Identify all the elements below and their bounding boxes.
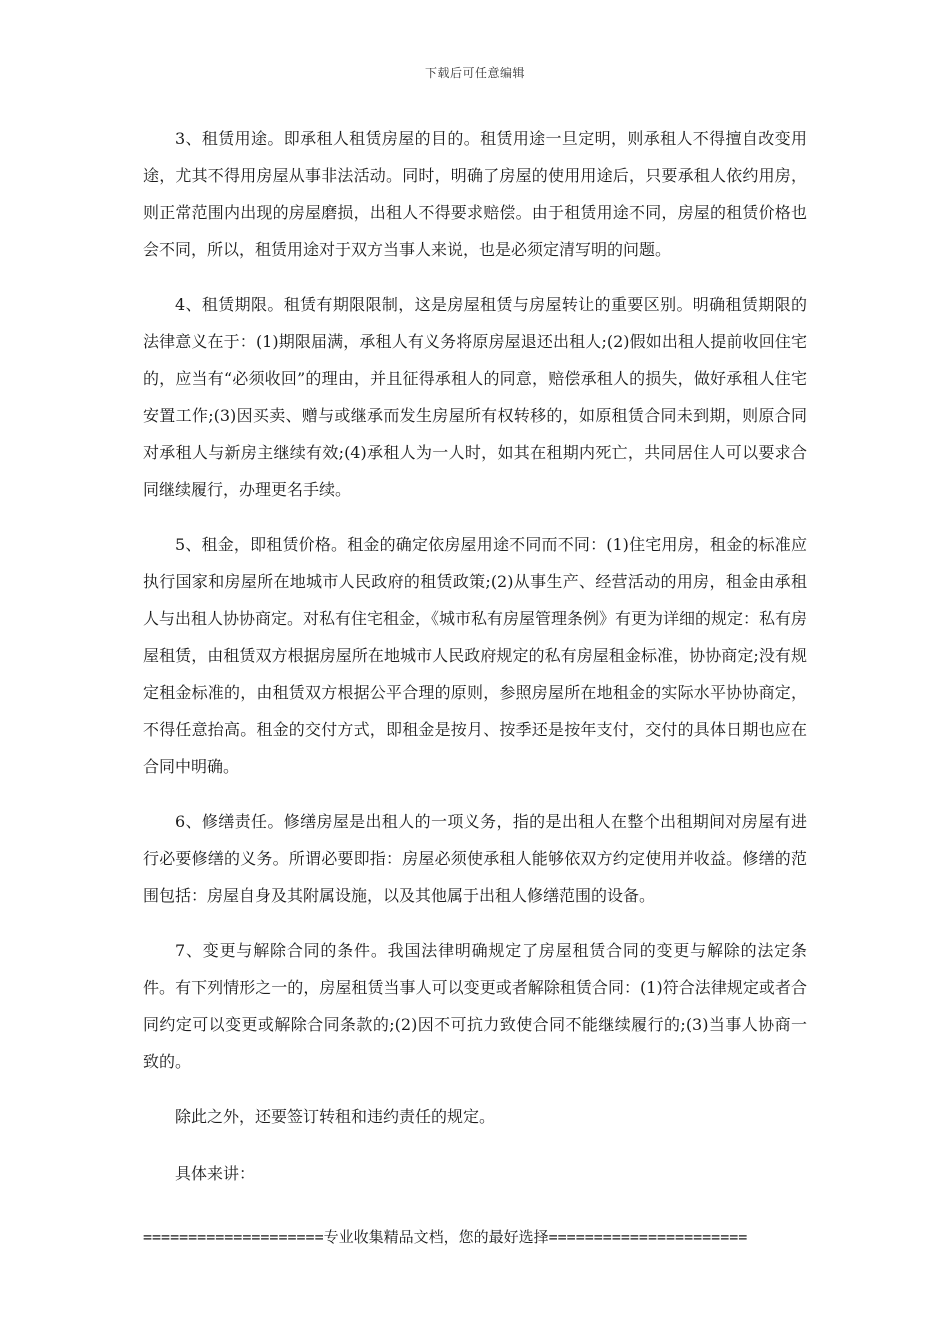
- paragraph-rental-purpose: 3、租赁用途。即承租人租赁房屋的目的。租赁用途一旦定明，则承租人不得擅自改变用途，尤其不得用房屋从事非法活动。同时，明确了房屋的使用用途后，只要承租人依约用房，则正常范围内出现的房屋磨损，出租人不得要求赔偿。由于租赁用途不同，房屋的租赁价格也会不同，所以，租赁用途对于双方当事人来说，也是必须定清写明的问题。: [143, 129, 807, 259]
- paragraph-additional: 除此之外，还要签订转租和违约责任的规定。: [175, 1107, 496, 1126]
- paragraph-rental-term: 4、租赁期限。租赁有期限限制，这是房屋租赁与房屋转让的重要区别。明确租赁期限的法律意义在于：(1)期限届满，承租人有义务将原房屋退还出租人;(2)假如出租人提前收回住宅的，应当有“必须收回”的理由，并且征得承租人的同意，赔偿承租人的损失，做好承租人住宅安置工作;(3)因买卖、赠与或继承而发生房屋所有权转移的，如原租赁合同未到期，则原合同对承租人与新房主继续有效;(4)承租人为一人时，如其在租期内死亡，共同居住人可以要求合同继续履行，办理更名手续。: [143, 295, 807, 499]
- page-header: 下载后可任意编辑: [424, 66, 525, 80]
- paragraph-specifically: 具体来讲：: [175, 1164, 256, 1183]
- paragraph-change-termination: 7、变更与解除合同的条件。我国法律明确规定了房屋租赁合同的变更与解除的法定条件。有下列情形之一的，房屋租赁当事人可以变更或者解除租赁合同：(1)符合法律规定或者合同约定可以变更或解除合同条款的;(2)因不可抗力致使合同不能继续履行的;(3)当事人协商一致的。: [143, 941, 807, 1071]
- paragraph-rent: 5、租金，即租赁价格。租金的确定依房屋用途不同而不同：(1)住宅用房，租金的标准应执行国家和房屋所在地城市人民政府的租赁政策;(2)从事生产、经营活动的用房，租金由承租人与出租人协协商定。对私有住宅租金，《城市私有房屋管理条例》有更为详细的规定：私有房屋租赁，由租赁双方根据房屋所在地城市人民政府规定的私有房屋租金标准，协协商定;没有规定租金标准的，由租赁双方根据公平合理的原则，参照房屋所在地租金的实际水平协协商定，不得任意抬高。租金的交付方式，即租金是按月、按季还是按年支付，交付的具体日期也应在合同中明确。: [143, 535, 808, 776]
- page-footer: ====================专业收集精品文档，您的最好选择======================: [143, 1228, 748, 1246]
- document-body: [143, 120, 807, 1212]
- paragraph-repair-duty: 6、修缮责任。修缮房屋是出租人的一项义务，指的是出租人在整个出租期间对房屋有进行必要修缮的义务。所谓必要即指：房屋必须使承租人能够依双方约定使用并收益。修缮的范围包括：房屋自身及其附属设施，以及其他属于出租人修缮范围的设备。: [143, 812, 807, 905]
